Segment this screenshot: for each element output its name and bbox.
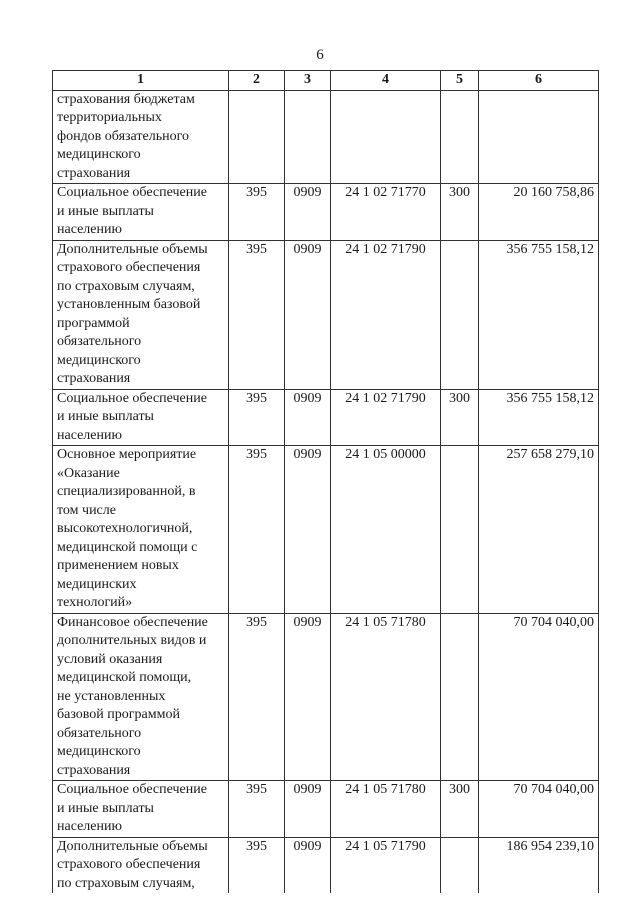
row-col5 (441, 240, 479, 389)
row-amount: 70 704 040,00 (479, 781, 599, 838)
table-row (53, 446, 599, 614)
row-col4 (331, 90, 441, 184)
row-col3: 0909 (285, 446, 331, 614)
row-amount: 356 755 158,12 (479, 240, 599, 389)
row-col4: 24 1 05 71780 (331, 613, 441, 781)
row-name: Основное мероприятие «Оказание специализированной, в том числе высокотехнологичной, медицинской помощи с применением новых медицинских технологий» (53, 446, 229, 614)
row-col5: 300 (441, 389, 479, 446)
page-number: 6 (316, 47, 324, 63)
row-amount (479, 90, 599, 184)
row-col2: 395 (229, 240, 285, 389)
row-col4: 24 1 02 71790 (331, 240, 441, 389)
row-name: Финансовое обеспечение дополнительных видов и условий оказания медицинской помощи, не установленных базовой программой обязательного медицинского страхования (53, 613, 229, 781)
row-col3: 0909 (285, 389, 331, 446)
row-col5 (441, 446, 479, 614)
table-header-row (53, 71, 599, 91)
column-header-1: 1 (53, 71, 229, 91)
row-name: страхования бюджетам территориальных фондов обязательного медицинского страхования (53, 90, 229, 184)
row-col4: 24 1 02 71770 (331, 184, 441, 241)
row-col2 (229, 90, 285, 184)
row-amount: 70 704 040,00 (479, 613, 599, 781)
row-name: Дополнительные объемы страхового обеспечения по страховым случаям, (53, 837, 229, 893)
row-col5: 300 (441, 781, 479, 838)
row-amount: 186 954 239,10 (479, 837, 599, 893)
row-amount: 257 658 279,10 (479, 446, 599, 614)
budget-table (52, 70, 599, 893)
row-col2: 395 (229, 389, 285, 446)
row-col3: 0909 (285, 837, 331, 893)
table-row (53, 240, 599, 389)
column-header-3: 3 (285, 71, 331, 91)
table-row (53, 90, 599, 184)
row-col2: 395 (229, 837, 285, 893)
row-col2: 395 (229, 446, 285, 614)
column-header-5: 5 (441, 71, 479, 91)
row-col3 (285, 90, 331, 184)
row-col2: 395 (229, 613, 285, 781)
row-col2: 395 (229, 781, 285, 838)
row-col4: 24 1 05 71780 (331, 781, 441, 838)
row-col4: 24 1 02 71790 (331, 389, 441, 446)
row-name: Дополнительные объемы страхового обеспечения по страховым случаям, установленным базовой программой обязательного медицинского страхования (53, 240, 229, 389)
row-name: Социальное обеспечение и иные выплаты населению (53, 389, 229, 446)
row-col3: 0909 (285, 781, 331, 838)
row-col5 (441, 613, 479, 781)
row-col2: 395 (229, 184, 285, 241)
table-row (53, 837, 599, 893)
row-name: Социальное обеспечение и иные выплаты населению (53, 781, 229, 838)
row-col5: 300 (441, 184, 479, 241)
table-row (53, 389, 599, 446)
row-amount: 20 160 758,86 (479, 184, 599, 241)
table-row (53, 184, 599, 241)
row-col3: 0909 (285, 184, 331, 241)
row-col3: 0909 (285, 240, 331, 389)
column-header-6: 6 (479, 71, 599, 91)
row-col4: 24 1 05 00000 (331, 446, 441, 614)
row-name: Социальное обеспечение и иные выплаты населению (53, 184, 229, 241)
row-col4: 24 1 05 71790 (331, 837, 441, 893)
row-col3: 0909 (285, 613, 331, 781)
column-header-2: 2 (229, 71, 285, 91)
table-row (53, 613, 599, 781)
row-col5 (441, 837, 479, 893)
column-header-4: 4 (331, 71, 441, 91)
row-amount: 356 755 158,12 (479, 389, 599, 446)
row-col5 (441, 90, 479, 184)
table-row (53, 781, 599, 838)
